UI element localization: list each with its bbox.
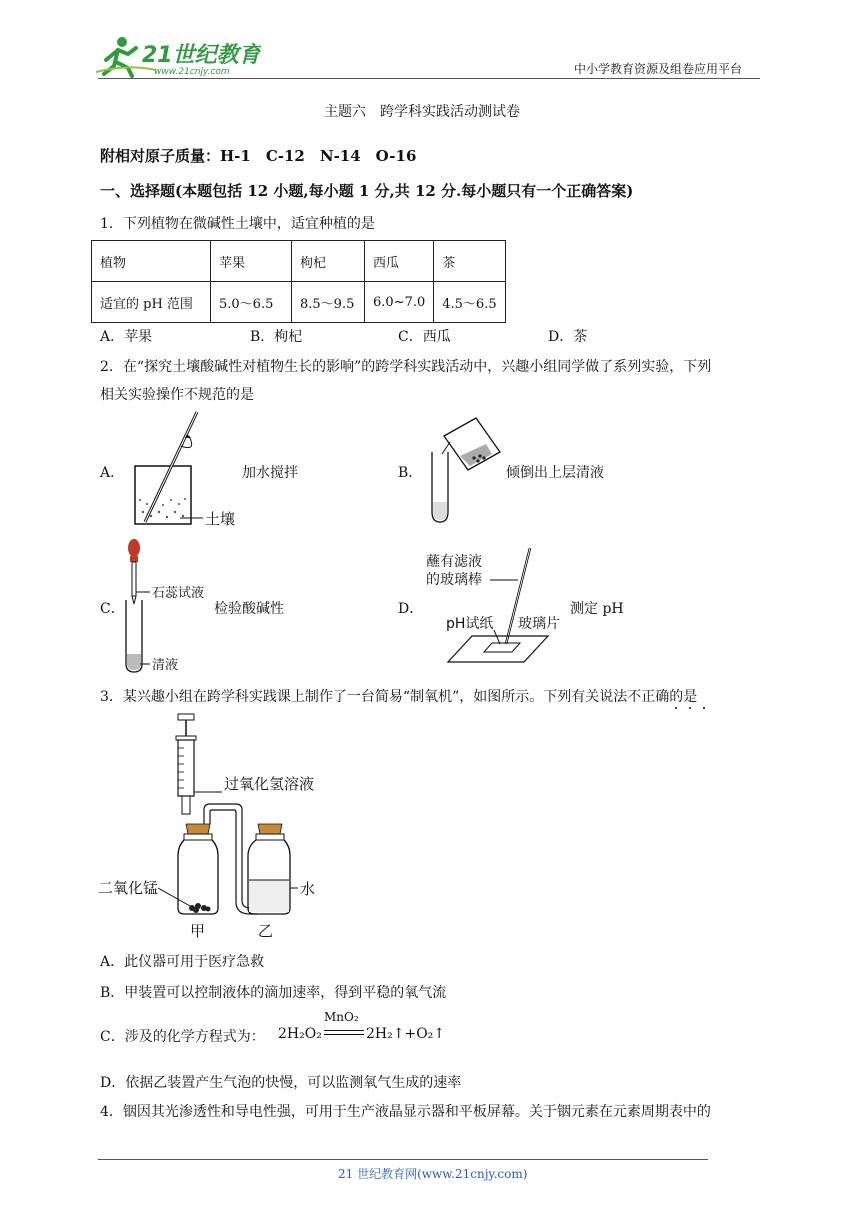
q2-a-letter: A． bbox=[100, 465, 125, 481]
table-cell: 5.0～6.5 bbox=[211, 282, 292, 323]
header-divider bbox=[98, 78, 760, 79]
q3-stem: 3．某兴趣小组在跨学科实践课上制作了一台简易“制氧机”，如图所示。下列有关说法不正确的是 bbox=[100, 689, 698, 705]
table-cell: 枸杞 bbox=[292, 241, 365, 282]
q1-option-a: A．苹果 bbox=[100, 329, 153, 345]
clear-liquid-label: 清液 bbox=[152, 658, 179, 673]
q2-c-caption: 检验酸碱性 bbox=[214, 601, 284, 617]
yi-label: 乙 bbox=[258, 922, 274, 940]
ph-paper-label: pH试纸 bbox=[446, 616, 494, 632]
q2-c-letter: C． bbox=[100, 601, 125, 617]
q1-option-b: B．枸杞 bbox=[250, 329, 303, 345]
stirring-beaker-figure bbox=[125, 408, 245, 533]
table-cell: 植物 bbox=[92, 241, 211, 282]
table-cell: 8.5～9.5 bbox=[292, 282, 365, 323]
rod-label-line2: 的玻璃棒 bbox=[426, 572, 482, 588]
table-cell: 适宜的 pH 范围 bbox=[92, 282, 211, 323]
q2-b-letter: B． bbox=[398, 465, 423, 481]
ph-test-figure bbox=[420, 540, 570, 670]
page-title: 主题六 跨学科实践活动测试卷 bbox=[324, 104, 520, 120]
litmus-label: 石蕊试液 bbox=[152, 586, 205, 601]
equation-catalyst: MnO₂ bbox=[324, 1010, 359, 1024]
emphasis-dot bbox=[689, 707, 691, 709]
table-row bbox=[92, 282, 506, 323]
emphasis-dot bbox=[675, 707, 677, 709]
q3-option-c bbox=[100, 1026, 265, 1046]
logo-url: www.21cnjy.com bbox=[154, 67, 230, 77]
water-label: 水 bbox=[300, 880, 316, 898]
rod-label-line1: 蘸有滤液 bbox=[426, 554, 482, 570]
q2-stem-line1: 2．在“探究土壤酸碱性对植物生长的影响”的跨学科实践活动中，兴趣小组同学做了系列实验，下列 bbox=[100, 359, 712, 375]
equation-right: 2H₂↑+O₂↑ bbox=[366, 1026, 446, 1042]
q2-d-caption: 测定 pH bbox=[570, 601, 624, 617]
table-cell: 4.5～6.5 bbox=[434, 282, 505, 323]
mno2-label: 二氧化锰 bbox=[98, 879, 159, 897]
footer-text[interactable]: 21 世纪教育网(www.21cnjy.com) bbox=[338, 1167, 528, 1181]
h2o2-label: 过氧化氢溶液 bbox=[224, 775, 315, 793]
q2-d-letter: D． bbox=[398, 601, 424, 617]
soil-label: 土壤 bbox=[205, 510, 236, 528]
q2-stem-line2: 相关实验操作不规范的是 bbox=[100, 387, 254, 403]
q4-stem: 4．铟因其光渗透性和导电性强，可用于生产液晶显示器和平板屏幕。关于铟元素在元素周期表中的 bbox=[100, 1104, 711, 1120]
logo bbox=[96, 34, 261, 78]
q3-option-d: D．依据乙装置产生气泡的快慢，可以监测氧气生成的速率 bbox=[100, 1075, 462, 1091]
oxygen-generator-figure bbox=[98, 710, 348, 942]
glass-plate-label: 玻璃片 bbox=[518, 616, 560, 632]
q1-stem: 1．下列植物在微碱性土壤中，适宜种植的是 bbox=[100, 216, 375, 232]
q2-b-caption: 倾倒出上层清液 bbox=[506, 465, 604, 481]
equation-left: 2H₂O₂ bbox=[278, 1026, 322, 1042]
header-right-text: 中小学教育资源及组卷应用平台 bbox=[574, 62, 743, 76]
table-cell: 苹果 bbox=[211, 241, 292, 282]
q2-a-caption: 加水搅拌 bbox=[242, 465, 298, 481]
atomic-mass: 附相对原子质量：H-1 C-12 N-14 O-16 bbox=[100, 147, 417, 165]
logo-text: 21世纪教育 bbox=[142, 43, 261, 68]
table-row bbox=[92, 241, 506, 282]
equation-arrow bbox=[324, 1030, 364, 1035]
table-cell: 茶 bbox=[434, 241, 505, 282]
q1-option-d: D．茶 bbox=[548, 329, 588, 345]
ph-table bbox=[91, 240, 506, 323]
pouring-figure bbox=[420, 412, 510, 527]
table-cell: 6.0~7.0 bbox=[365, 282, 434, 323]
section-heading: 一、选择题(本题包括 12 小题,每小题 1 分,共 12 分.每小题只有一个正确答案) bbox=[100, 182, 634, 200]
jia-label: 甲 bbox=[190, 922, 206, 940]
footer-divider bbox=[98, 1159, 708, 1160]
q1-option-c: C．西瓜 bbox=[398, 329, 451, 345]
q3-option-b: B．甲装置可以控制液体的滴加速率，得到平稳的氧气流 bbox=[100, 985, 447, 1001]
q3-option-c-prefix: C．涉及的化学方程式为： bbox=[100, 1029, 265, 1045]
table-cell: 西瓜 bbox=[365, 241, 434, 282]
emphasis-dot bbox=[703, 707, 705, 709]
q3-option-a: A．此仪器可用于医疗急救 bbox=[100, 954, 265, 970]
dropper-test-figure bbox=[118, 536, 218, 676]
runner-logo-icon bbox=[96, 34, 261, 78]
